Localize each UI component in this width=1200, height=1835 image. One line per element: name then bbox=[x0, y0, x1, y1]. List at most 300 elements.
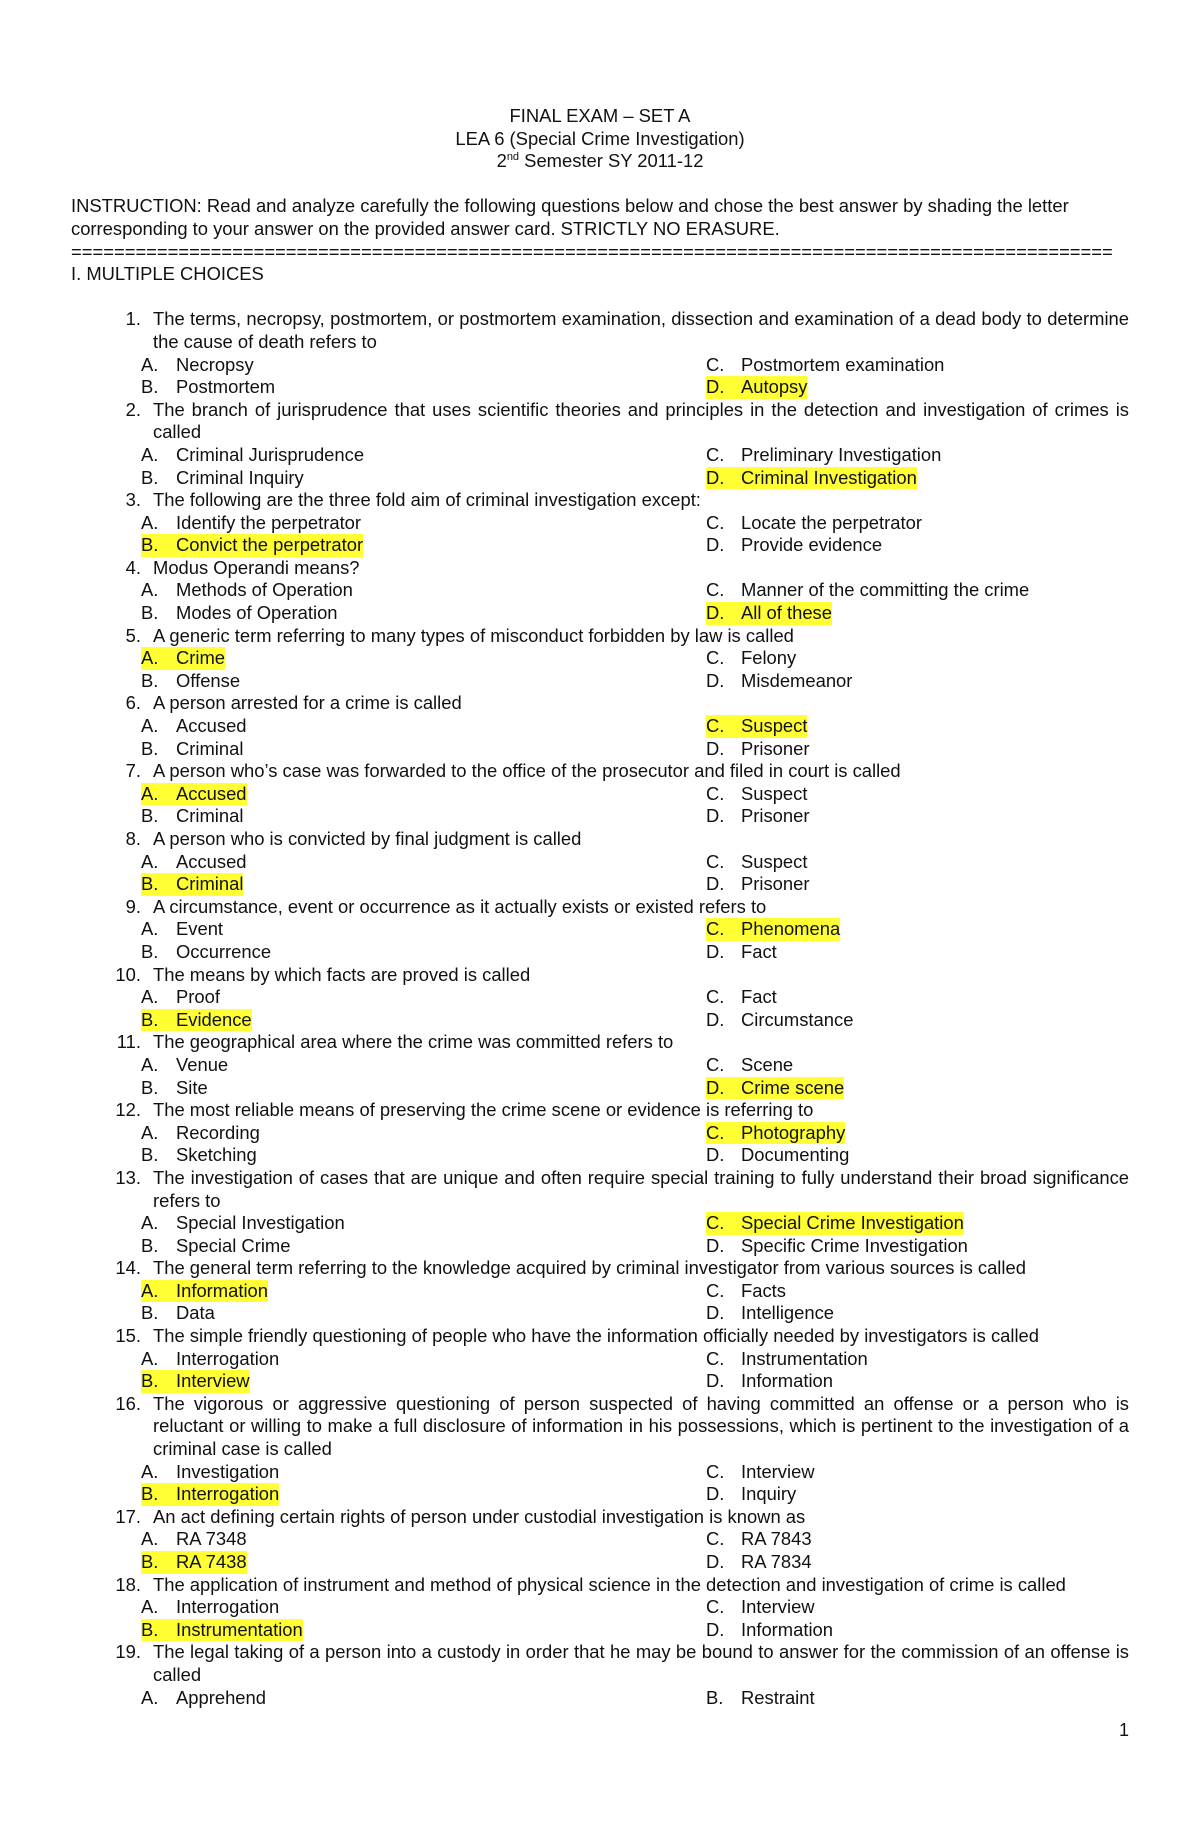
option-text: Interrogation bbox=[176, 1596, 280, 1618]
option-text: RA 7834 bbox=[741, 1551, 812, 1572]
option-label bbox=[141, 670, 240, 693]
option-label bbox=[706, 579, 1029, 602]
answer-option bbox=[141, 1077, 706, 1100]
option-text: Interrogation bbox=[176, 1347, 280, 1369]
option-label bbox=[141, 602, 338, 625]
option-text: Crime scene bbox=[741, 1076, 845, 1098]
option-text: Interrogation bbox=[176, 1483, 280, 1505]
answer-option bbox=[141, 783, 706, 806]
highlighted-answer bbox=[706, 602, 832, 625]
option-label bbox=[706, 783, 807, 806]
option-label bbox=[706, 1054, 793, 1077]
question-item bbox=[71, 489, 1129, 557]
answer-option bbox=[141, 354, 706, 377]
question-row bbox=[71, 308, 1129, 353]
option-text: RA 7843 bbox=[741, 1528, 812, 1550]
option-letter: D. bbox=[706, 1618, 725, 1640]
option-letter: B. bbox=[141, 1076, 159, 1098]
question-row bbox=[71, 964, 1129, 987]
option-letter: A. bbox=[141, 1212, 159, 1234]
answer-option bbox=[141, 851, 706, 874]
option-letter: B. bbox=[141, 669, 159, 691]
exam-subject: LEA 6 (Special Crime Investigation) bbox=[455, 127, 745, 149]
option-label bbox=[141, 1122, 260, 1145]
question-row bbox=[71, 1393, 1129, 1461]
option-label bbox=[141, 1528, 247, 1551]
answer-option bbox=[141, 1235, 706, 1258]
answer-option bbox=[141, 738, 706, 761]
option-label bbox=[706, 1302, 834, 1325]
option-letter: B. bbox=[141, 1008, 159, 1030]
question-row bbox=[71, 1031, 1129, 1054]
question-item bbox=[71, 692, 1129, 760]
question-number: 7. bbox=[125, 760, 141, 782]
option-text: Venue bbox=[176, 1053, 229, 1075]
answer-option bbox=[706, 783, 1129, 806]
option-label bbox=[706, 1348, 868, 1371]
question-row bbox=[71, 1574, 1129, 1597]
question-item bbox=[71, 1099, 1129, 1167]
answer-option bbox=[141, 1302, 706, 1325]
option-label bbox=[706, 738, 809, 761]
answer-option bbox=[141, 376, 706, 399]
question-text: The legal taking of a person into a custody in order that he may be bound to answer for the commission of an offense is called bbox=[153, 1641, 1129, 1685]
option-text: Recording bbox=[176, 1121, 260, 1143]
option-label bbox=[706, 354, 944, 377]
answer-option bbox=[706, 1528, 1129, 1551]
option-letter: A. bbox=[141, 1460, 159, 1482]
option-text: Convict the perpetrator bbox=[176, 534, 364, 556]
question-number: 19. bbox=[115, 1641, 141, 1663]
answer-option bbox=[141, 1370, 706, 1393]
question-number: 16. bbox=[115, 1392, 141, 1414]
question-number: 5. bbox=[125, 624, 141, 646]
answer-option bbox=[141, 805, 706, 828]
option-text: Phenomena bbox=[741, 918, 841, 940]
option-label bbox=[706, 1528, 812, 1551]
option-letter: D. bbox=[706, 1302, 725, 1324]
option-letter: A. bbox=[141, 850, 159, 872]
question-row bbox=[71, 1099, 1129, 1122]
option-letter: A. bbox=[141, 443, 159, 465]
highlighted-answer bbox=[141, 1551, 247, 1574]
option-label bbox=[706, 444, 941, 467]
answer-option bbox=[141, 941, 706, 964]
highlighted-answer bbox=[706, 1212, 964, 1235]
question-row bbox=[71, 828, 1129, 851]
answer-options bbox=[141, 1280, 1129, 1325]
option-label bbox=[141, 512, 361, 535]
option-text: Inquiry bbox=[741, 1483, 797, 1505]
answer-options bbox=[141, 1596, 1129, 1641]
option-letter: C. bbox=[706, 511, 725, 533]
question-text: A person arrested for a crime is called bbox=[153, 692, 462, 714]
option-text: Criminal bbox=[176, 873, 244, 895]
option-letter: B. bbox=[141, 466, 159, 488]
question-number: 18. bbox=[115, 1573, 141, 1595]
option-text: RA 7438 bbox=[176, 1551, 247, 1572]
question-text: A person who is convicted by final judgment is called bbox=[153, 828, 582, 849]
option-label bbox=[706, 647, 796, 670]
highlighted-answer bbox=[706, 1077, 844, 1100]
semester-number: 2 bbox=[496, 150, 507, 172]
question-text: The geographical area where the crime was committed refers to bbox=[153, 1031, 674, 1053]
option-label bbox=[706, 512, 922, 535]
option-text: Special Investigation bbox=[176, 1212, 345, 1234]
option-text: Postmortem examination bbox=[741, 353, 945, 375]
question-number: 4. bbox=[125, 556, 141, 578]
option-text: Necropsy bbox=[176, 353, 254, 375]
option-text: Evidence bbox=[176, 1008, 252, 1030]
highlighted-answer bbox=[141, 873, 243, 896]
question-row bbox=[71, 1506, 1129, 1529]
answer-option bbox=[141, 1461, 706, 1484]
answer-options bbox=[141, 1348, 1129, 1393]
highlighted-answer bbox=[141, 1370, 250, 1393]
answer-option bbox=[706, 715, 1129, 738]
answer-option bbox=[141, 918, 706, 941]
option-text: Prisoner bbox=[741, 805, 810, 827]
option-letter: D. bbox=[706, 1144, 725, 1166]
answer-option bbox=[706, 467, 1129, 490]
answer-option bbox=[706, 986, 1129, 1009]
option-text: Circumstance bbox=[741, 1008, 854, 1030]
answer-option bbox=[141, 534, 706, 557]
option-letter: C. bbox=[706, 1347, 725, 1369]
option-text: Provide evidence bbox=[741, 534, 883, 556]
option-text: All of these bbox=[741, 602, 832, 624]
answer-option bbox=[141, 512, 706, 535]
option-text: Postmortem bbox=[176, 376, 276, 398]
answer-options bbox=[141, 783, 1129, 828]
option-letter: A. bbox=[141, 353, 159, 375]
option-letter: C. bbox=[706, 715, 725, 737]
option-text: Preliminary Investigation bbox=[741, 443, 942, 465]
question-item bbox=[71, 896, 1129, 964]
answer-option bbox=[141, 1687, 706, 1710]
question-item bbox=[71, 1574, 1129, 1642]
answer-options bbox=[141, 1212, 1129, 1257]
option-label bbox=[141, 444, 364, 467]
answer-option bbox=[141, 444, 706, 467]
option-text: Accused bbox=[176, 850, 247, 872]
question-item bbox=[71, 1506, 1129, 1574]
answer-options bbox=[141, 444, 1129, 489]
option-letter: A. bbox=[141, 1528, 159, 1550]
answer-option bbox=[141, 1348, 706, 1371]
option-letter: A. bbox=[141, 1596, 159, 1618]
answer-option bbox=[706, 1687, 1129, 1710]
option-label bbox=[141, 1348, 279, 1371]
answer-options bbox=[141, 1054, 1129, 1099]
question-item bbox=[71, 1641, 1129, 1709]
option-letter: D. bbox=[706, 805, 725, 827]
option-label bbox=[706, 1596, 815, 1619]
answer-options bbox=[141, 1528, 1129, 1573]
option-text: Interview bbox=[176, 1370, 250, 1392]
option-label bbox=[706, 1687, 815, 1710]
question-text: The following are the three fold aim of criminal investigation except: bbox=[153, 489, 701, 511]
highlighted-answer bbox=[141, 1619, 303, 1642]
option-letter: C. bbox=[706, 1212, 725, 1234]
option-text: Modes of Operation bbox=[176, 602, 338, 624]
option-label bbox=[141, 1687, 266, 1710]
question-number: 9. bbox=[125, 895, 141, 917]
question-text: The vigorous or aggressive questioning of person suspected of having committed an offense or a person who is reluctant or willing to make a full disclosure of information in his possessions, which is pertinent to the investigation of a criminal case is called bbox=[153, 1392, 1129, 1460]
question-number: 17. bbox=[115, 1505, 141, 1527]
option-label bbox=[141, 738, 243, 761]
question-text: The application of instrument and method of physical science in the detection and investigation of crime is called bbox=[153, 1573, 1066, 1595]
option-text: Identify the perpetrator bbox=[176, 511, 362, 533]
question-text: The general term referring to the knowledge acquired by criminal investigator from various sources is called bbox=[153, 1257, 1026, 1279]
answer-option bbox=[706, 1235, 1129, 1258]
option-letter: B. bbox=[141, 534, 159, 556]
answer-options bbox=[141, 1122, 1129, 1167]
highlighted-answer bbox=[706, 467, 917, 490]
option-text: Information bbox=[741, 1618, 833, 1640]
option-text: Criminal Jurisprudence bbox=[176, 443, 365, 465]
option-letter: B. bbox=[141, 873, 159, 895]
option-text: RA 7348 bbox=[176, 1528, 247, 1550]
page-number: 1 bbox=[1118, 1720, 1129, 1740]
answer-option bbox=[706, 1619, 1129, 1642]
option-text: Felony bbox=[741, 647, 797, 669]
question-row bbox=[71, 557, 1129, 580]
exam-title: FINAL EXAM – SET A bbox=[509, 105, 691, 126]
highlighted-answer bbox=[141, 534, 363, 557]
answer-option bbox=[141, 579, 706, 602]
option-letter: D. bbox=[706, 466, 725, 488]
answer-option bbox=[141, 1009, 706, 1032]
option-letter: D. bbox=[706, 669, 725, 691]
option-label bbox=[706, 1461, 815, 1484]
answer-option bbox=[141, 647, 706, 670]
answer-option bbox=[141, 467, 706, 490]
option-letter: C. bbox=[706, 1053, 725, 1075]
option-label bbox=[706, 873, 809, 896]
answer-option bbox=[706, 1348, 1129, 1371]
answer-option bbox=[706, 1551, 1129, 1574]
answer-option bbox=[706, 1461, 1129, 1484]
option-letter: C. bbox=[706, 443, 725, 465]
question-number: 13. bbox=[115, 1166, 141, 1188]
option-letter: D. bbox=[706, 602, 725, 624]
option-letter: A. bbox=[141, 715, 159, 737]
option-letter: C. bbox=[706, 1596, 725, 1618]
answer-option bbox=[141, 1551, 706, 1574]
question-text: The simple friendly questioning of people who have the information officially needed by investigators is called bbox=[153, 1325, 1039, 1347]
option-letter: B. bbox=[141, 1234, 159, 1256]
option-letter: D. bbox=[706, 940, 725, 962]
divider-line: ================================================================================================= bbox=[71, 240, 1113, 262]
option-text: Event bbox=[176, 918, 224, 940]
question-item bbox=[71, 760, 1129, 828]
option-letter: B. bbox=[141, 1302, 159, 1324]
question-number: 1. bbox=[125, 308, 141, 330]
question-number: 8. bbox=[125, 828, 141, 849]
question-row bbox=[71, 1167, 1129, 1212]
question-item bbox=[71, 557, 1129, 625]
answer-option bbox=[706, 1009, 1129, 1032]
option-label bbox=[706, 986, 777, 1009]
option-text: Fact bbox=[741, 940, 777, 962]
option-label bbox=[706, 1619, 833, 1642]
option-label bbox=[141, 1077, 208, 1100]
option-letter: D. bbox=[706, 534, 725, 556]
answer-option bbox=[141, 1212, 706, 1235]
option-text: Criminal bbox=[176, 805, 244, 827]
answer-options bbox=[141, 1687, 1129, 1710]
option-label bbox=[706, 1280, 786, 1303]
question-text: The branch of jurisprudence that uses scientific theories and principles in the detection and investigation of crimes is called bbox=[153, 398, 1129, 443]
option-text: Prisoner bbox=[741, 737, 810, 759]
option-letter: D. bbox=[706, 1008, 725, 1030]
option-text: Crime bbox=[176, 647, 226, 669]
answer-option bbox=[706, 1212, 1129, 1235]
question-item bbox=[71, 1325, 1129, 1393]
question-text: The most reliable means of preserving the crime scene or evidence is referring to bbox=[153, 1099, 814, 1121]
highlighted-answer bbox=[706, 918, 840, 941]
option-text: Misdemeanor bbox=[741, 669, 853, 691]
option-letter: D. bbox=[706, 737, 725, 759]
option-label bbox=[141, 1212, 345, 1235]
option-label bbox=[706, 851, 807, 874]
option-letter: B. bbox=[141, 1551, 159, 1572]
question-item bbox=[71, 828, 1129, 896]
option-letter: C. bbox=[706, 918, 725, 940]
option-text: Intelligence bbox=[741, 1302, 835, 1324]
option-text: Autopsy bbox=[741, 376, 808, 398]
question-text: An act defining certain rights of person under custodial investigation is known as bbox=[153, 1505, 806, 1527]
option-text: Site bbox=[176, 1076, 208, 1098]
answer-option bbox=[706, 1054, 1129, 1077]
question-text: The terms, necropsy, postmortem, or postmortem examination, dissection and examination of a dead body to determine the cause of death refers to bbox=[153, 308, 1129, 352]
answer-options bbox=[141, 354, 1129, 399]
question-number: 11. bbox=[116, 1031, 141, 1053]
option-letter: C. bbox=[706, 986, 725, 1008]
option-letter: C. bbox=[706, 1460, 725, 1482]
option-text: Criminal Investigation bbox=[741, 466, 917, 488]
option-label bbox=[141, 579, 353, 602]
option-letter: B. bbox=[141, 602, 159, 624]
question-text: A generic term referring to many types of misconduct forbidden by law is called bbox=[153, 624, 794, 646]
option-letter: D. bbox=[706, 1370, 725, 1392]
highlighted-answer bbox=[706, 1122, 845, 1145]
option-letter: A. bbox=[141, 1053, 159, 1075]
answer-option bbox=[706, 1483, 1129, 1506]
instruction-text: INSTRUCTION: Read and analyze carefully the following questions below and chose the best answer by shading the letter corresponding to your answer on the provided answer card. STRICTLY NO ERASURE. bbox=[71, 195, 1069, 239]
answer-option bbox=[706, 602, 1129, 625]
question-text: The investigation of cases that are unique and often require special training to fully understand their broad significance refers to bbox=[153, 1166, 1129, 1211]
question-row bbox=[71, 1257, 1129, 1280]
option-text: Scene bbox=[741, 1053, 794, 1075]
option-label bbox=[706, 534, 882, 557]
option-letter: C. bbox=[706, 1121, 725, 1143]
answer-option bbox=[706, 1077, 1129, 1100]
option-letter: A. bbox=[141, 918, 159, 940]
question-text: A circumstance, event or occurrence as it actually exists or existed refers to bbox=[153, 895, 767, 917]
option-text: Criminal Inquiry bbox=[176, 466, 304, 488]
option-letter: C. bbox=[706, 850, 725, 872]
option-text: Manner of the committing the crime bbox=[741, 579, 1030, 601]
answer-option bbox=[706, 1144, 1129, 1167]
option-label bbox=[141, 1054, 228, 1077]
highlighted-answer bbox=[141, 647, 225, 670]
answer-option bbox=[706, 738, 1129, 761]
answer-option bbox=[706, 1280, 1129, 1303]
option-letter: D. bbox=[706, 873, 725, 895]
option-label bbox=[141, 918, 223, 941]
option-label bbox=[706, 805, 809, 828]
answer-option bbox=[141, 873, 706, 896]
option-label bbox=[141, 1461, 279, 1484]
answer-option bbox=[706, 1370, 1129, 1393]
page-content bbox=[71, 105, 1129, 1709]
option-letter: B. bbox=[706, 1686, 724, 1708]
question-row bbox=[71, 625, 1129, 648]
answer-option bbox=[141, 1144, 706, 1167]
question-list bbox=[71, 308, 1129, 1709]
answer-options bbox=[141, 918, 1129, 963]
option-label bbox=[706, 670, 852, 693]
question-row bbox=[71, 896, 1129, 919]
answer-options bbox=[141, 1461, 1129, 1506]
option-letter: B. bbox=[141, 940, 159, 962]
answer-option bbox=[141, 670, 706, 693]
option-text: Fact bbox=[741, 986, 777, 1008]
option-letter: A. bbox=[141, 782, 159, 804]
option-text: Data bbox=[176, 1302, 215, 1324]
answer-option bbox=[706, 354, 1129, 377]
answer-options bbox=[141, 986, 1129, 1031]
question-number: 15. bbox=[115, 1325, 141, 1347]
answer-option bbox=[706, 579, 1129, 602]
option-text: Information bbox=[176, 1279, 268, 1301]
answer-option bbox=[141, 1483, 706, 1506]
question-number: 10. bbox=[115, 963, 141, 985]
option-letter: B. bbox=[141, 1144, 159, 1166]
option-label bbox=[706, 1144, 849, 1167]
option-letter: D. bbox=[706, 1234, 725, 1256]
option-text: Offense bbox=[176, 669, 241, 691]
question-text: The means by which facts are proved is called bbox=[153, 963, 531, 985]
option-label bbox=[141, 1302, 215, 1325]
question-item bbox=[71, 1167, 1129, 1257]
answer-option bbox=[706, 805, 1129, 828]
answer-option bbox=[706, 941, 1129, 964]
option-label bbox=[141, 1144, 257, 1167]
option-text: Accused bbox=[176, 715, 247, 737]
question-item bbox=[71, 308, 1129, 398]
answer-option bbox=[141, 1528, 706, 1551]
option-label bbox=[706, 1009, 853, 1032]
option-text: Criminal bbox=[176, 737, 244, 759]
question-item bbox=[71, 399, 1129, 489]
option-text: Proof bbox=[176, 986, 220, 1008]
option-letter: B. bbox=[141, 737, 159, 759]
option-text: Documenting bbox=[741, 1144, 850, 1166]
answer-option bbox=[141, 1596, 706, 1619]
option-letter: B. bbox=[141, 1618, 159, 1640]
answer-option bbox=[706, 918, 1129, 941]
question-row bbox=[71, 1641, 1129, 1686]
option-letter: C. bbox=[706, 1528, 725, 1550]
option-text: Suspect bbox=[741, 782, 808, 804]
option-text: Investigation bbox=[176, 1460, 280, 1482]
option-letter: B. bbox=[141, 1370, 159, 1392]
question-number: 3. bbox=[125, 489, 141, 511]
option-label bbox=[141, 1235, 290, 1258]
